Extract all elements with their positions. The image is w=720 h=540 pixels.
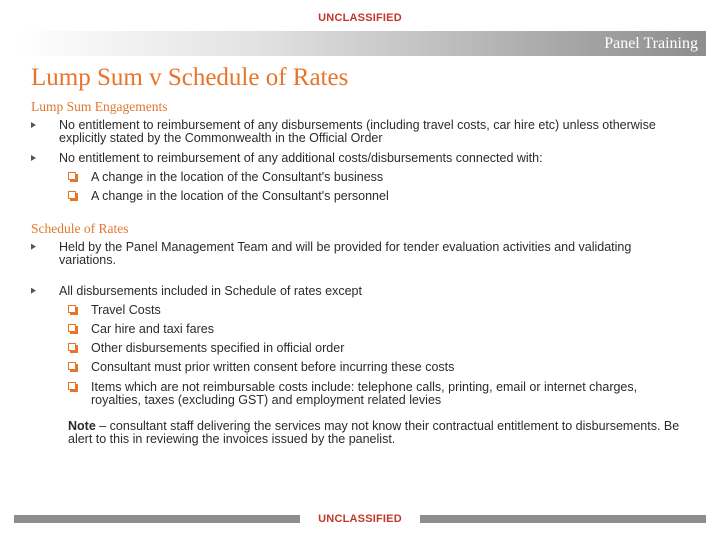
sub-list-item [31, 304, 681, 317]
checkbox-square-icon [68, 324, 78, 334]
note-label: Note [68, 418, 96, 433]
bullet-marker-icon [31, 244, 36, 250]
checkbox-square-icon [68, 172, 78, 182]
list-item [31, 152, 681, 165]
note-text: – consultant staff delivering the services may not know their contractual entitlement to disbursements. Be alert to this in reviewing the invoices issued by the panelist. [68, 418, 680, 446]
sub-list-item [31, 190, 681, 203]
sub-list-item-text: Items which are not reimbursable costs include: telephone calls, printing, email or internet charges, royalties, taxes (excluding GST) and employment related levies [91, 379, 638, 407]
sub-list-item-text: Other disbursements specified in official order [91, 341, 345, 356]
sub-list-item-text: Car hire and taxi fares [91, 321, 214, 336]
slide-title: Lump Sum v Schedule of Rates [31, 64, 349, 91]
checkbox-square-icon [68, 305, 78, 315]
header-banner [14, 31, 706, 56]
sub-list-item [31, 171, 681, 184]
classification-top: UNCLASSIFIED [318, 12, 402, 24]
slide-body [31, 99, 681, 446]
list-item [31, 285, 681, 298]
banner-label: Panel Training [604, 35, 698, 52]
section-heading-lump-sum: Lump Sum Engagements [31, 99, 168, 114]
bullet-marker-icon [31, 122, 36, 128]
list-item [31, 119, 681, 145]
sub-list-item [31, 381, 681, 407]
sub-list-item [31, 323, 681, 336]
list-item-text: No entitlement to reimbursement of any additional costs/disbursements connected with: [59, 151, 543, 165]
bullet-marker-icon [31, 155, 36, 161]
list-item-text: Held by the Panel Management Team and will be provided for tender evaluation activities and validating variations. [59, 239, 632, 267]
sub-list-item-text: Consultant must prior written consent before incurring these costs [91, 360, 455, 375]
sub-list-item-text: Travel Costs [91, 302, 161, 317]
checkbox-square-icon [68, 382, 78, 392]
section-heading-schedule: Schedule of Rates [31, 220, 129, 236]
sub-list-item [31, 342, 681, 355]
list-item-text: No entitlement to reimbursement of any disbursements (including travel costs, car hire etc) unless otherwise explicitly stated by the Commonwealth in the Official Order [59, 118, 656, 145]
classification-bottom: UNCLASSIFIED [318, 513, 402, 525]
checkbox-square-icon [68, 362, 78, 372]
checkbox-square-icon [68, 191, 78, 201]
checkbox-square-icon [68, 343, 78, 353]
sub-list-item [31, 361, 681, 374]
list-item [31, 241, 681, 267]
list-item-text: All disbursements included in Schedule of rates except [59, 283, 362, 298]
bullet-marker-icon [31, 288, 36, 294]
sub-list-item-text: A change in the location of the Consultant's personnel [91, 189, 389, 204]
note-paragraph [31, 420, 681, 446]
sub-list-item-text: A change in the location of the Consultant's business [91, 170, 384, 184]
